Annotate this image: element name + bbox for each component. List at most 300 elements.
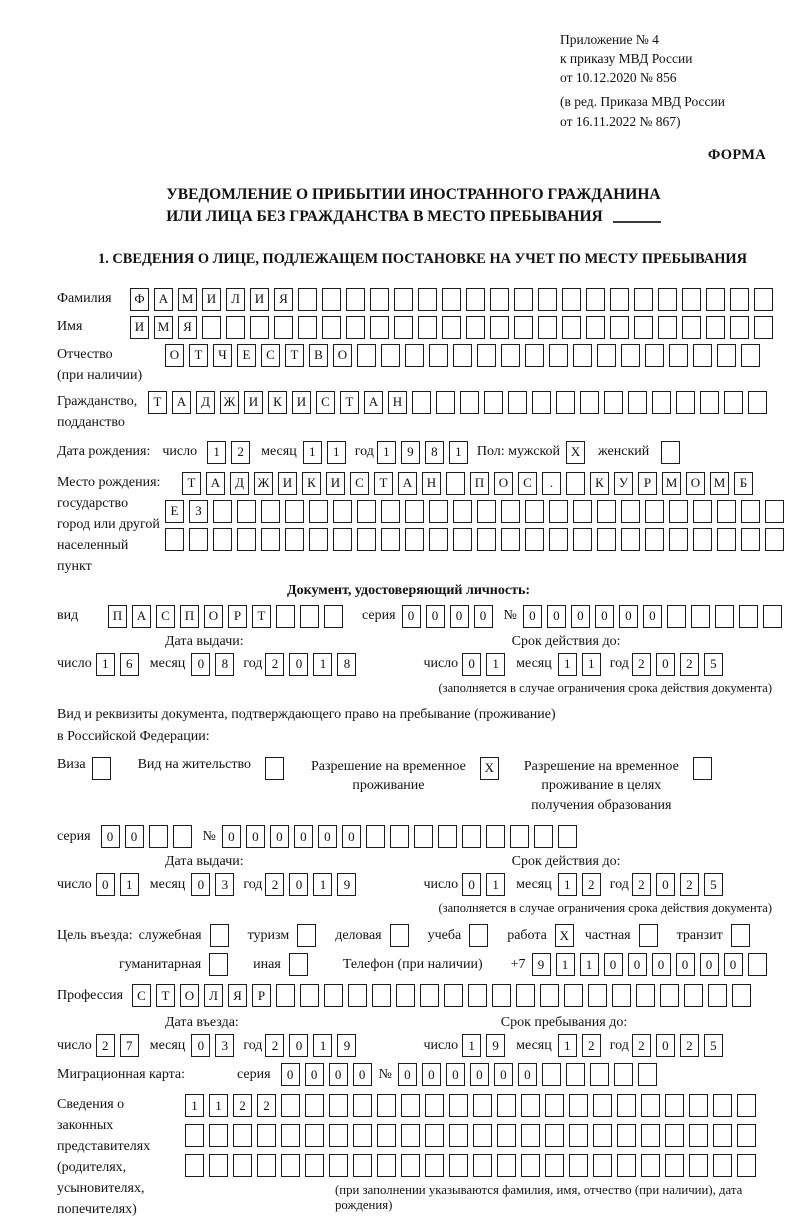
cell[interactable] <box>357 344 376 367</box>
cell[interactable] <box>545 1094 564 1117</box>
cell[interactable] <box>610 288 629 311</box>
cell[interactable] <box>514 316 533 339</box>
cell[interactable] <box>689 1094 708 1117</box>
cell[interactable]: С <box>261 344 280 367</box>
cell[interactable]: А <box>154 288 173 311</box>
cell[interactable] <box>715 605 734 628</box>
cell[interactable] <box>289 953 308 976</box>
cell[interactable] <box>645 528 664 551</box>
cell[interactable]: Р <box>252 984 271 1007</box>
entry-month-input[interactable] <box>191 1034 239 1057</box>
temp-residence-edu-checkbox[interactable] <box>693 757 717 780</box>
cell[interactable]: 5 <box>704 873 723 896</box>
cell[interactable] <box>297 924 316 947</box>
permit-series-input[interactable] <box>101 825 197 848</box>
cell[interactable] <box>617 1154 636 1177</box>
cell[interactable] <box>693 528 712 551</box>
cell[interactable]: 0 <box>342 825 361 848</box>
cell[interactable] <box>737 1154 756 1177</box>
cell[interactable] <box>521 1094 540 1117</box>
cell[interactable] <box>425 1124 444 1147</box>
cell[interactable]: 1 <box>313 653 332 676</box>
cell[interactable]: И <box>292 391 311 414</box>
cell[interactable] <box>329 1094 348 1117</box>
cell[interactable] <box>665 1124 684 1147</box>
cell[interactable]: 0 <box>353 1063 372 1086</box>
cell[interactable] <box>202 316 221 339</box>
cell[interactable]: Я <box>178 316 197 339</box>
cell[interactable] <box>652 391 671 414</box>
cell[interactable] <box>540 984 559 1007</box>
cell[interactable] <box>525 528 544 551</box>
cell[interactable] <box>569 1154 588 1177</box>
cell[interactable]: М <box>154 316 173 339</box>
cell[interactable] <box>612 984 631 1007</box>
cell[interactable] <box>684 984 703 1007</box>
cell[interactable]: Т <box>156 984 175 1007</box>
permit-issue-year-input[interactable] <box>265 873 361 896</box>
cell[interactable] <box>405 528 424 551</box>
purpose-humanitarian-checkbox[interactable] <box>209 953 233 976</box>
cell[interactable] <box>593 1154 612 1177</box>
cell[interactable] <box>617 1124 636 1147</box>
permit-valid-month-input[interactable] <box>558 873 606 896</box>
id-valid-day-input[interactable] <box>462 653 510 676</box>
cell[interactable] <box>634 316 653 339</box>
cell[interactable]: 1 <box>207 441 226 464</box>
cell[interactable]: 9 <box>401 441 420 464</box>
cell[interactable]: У <box>614 472 633 495</box>
cell[interactable]: О <box>333 344 352 367</box>
cell[interactable]: З <box>189 500 208 523</box>
purpose-transit-checkbox[interactable] <box>731 924 755 947</box>
cell[interactable]: Д <box>230 472 249 495</box>
cell[interactable]: 7 <box>120 1034 139 1057</box>
cell[interactable]: 0 <box>518 1063 537 1086</box>
cell[interactable] <box>346 288 365 311</box>
cell[interactable]: 9 <box>486 1034 505 1057</box>
cell[interactable] <box>418 316 437 339</box>
cell[interactable]: 0 <box>494 1063 513 1086</box>
visa-checkbox[interactable] <box>92 757 116 780</box>
residence-permit-checkbox[interactable] <box>265 757 289 780</box>
cell[interactable]: 6 <box>120 653 139 676</box>
cell[interactable] <box>665 1154 684 1177</box>
cell[interactable] <box>436 391 455 414</box>
cell[interactable] <box>329 1124 348 1147</box>
cell[interactable] <box>610 316 629 339</box>
cell[interactable] <box>741 528 760 551</box>
cell[interactable] <box>233 1124 252 1147</box>
cell[interactable] <box>621 528 640 551</box>
cell[interactable]: 0 <box>700 953 719 976</box>
cell[interactable] <box>276 984 295 1007</box>
purpose-tourism-checkbox[interactable] <box>297 924 321 947</box>
cell[interactable] <box>346 316 365 339</box>
cell[interactable]: 0 <box>101 825 120 848</box>
cell[interactable]: 0 <box>422 1063 441 1086</box>
cell[interactable] <box>516 984 535 1007</box>
cell[interactable] <box>429 344 448 367</box>
cell[interactable] <box>573 500 592 523</box>
cell[interactable]: 0 <box>619 605 638 628</box>
cell[interactable]: П <box>470 472 489 495</box>
cell[interactable] <box>693 757 712 780</box>
cell[interactable]: 2 <box>265 653 284 676</box>
cell[interactable]: 1 <box>462 1034 481 1057</box>
cell[interactable] <box>309 500 328 523</box>
cell[interactable] <box>689 1124 708 1147</box>
cell[interactable]: О <box>204 605 223 628</box>
cell[interactable] <box>237 500 256 523</box>
cell[interactable] <box>700 391 719 414</box>
cell[interactable] <box>549 528 568 551</box>
cell[interactable] <box>754 288 773 311</box>
cell[interactable] <box>449 1094 468 1117</box>
cell[interactable] <box>149 825 168 848</box>
migration-series-input[interactable] <box>281 1063 377 1086</box>
cell[interactable]: 0 <box>474 605 493 628</box>
cell[interactable] <box>525 344 544 367</box>
cell[interactable]: 9 <box>337 873 356 896</box>
permit-issue-month-input[interactable] <box>191 873 239 896</box>
cell[interactable] <box>210 924 229 947</box>
cell[interactable]: Л <box>226 288 245 311</box>
cell[interactable] <box>713 1094 732 1117</box>
permit-issue-day-input[interactable] <box>96 873 144 896</box>
cell[interactable] <box>329 1154 348 1177</box>
cell[interactable] <box>281 1154 300 1177</box>
cell[interactable] <box>645 500 664 523</box>
representatives-input-3[interactable] <box>185 1154 761 1177</box>
cell[interactable] <box>763 605 782 628</box>
cell[interactable] <box>717 344 736 367</box>
cell[interactable]: И <box>278 472 297 495</box>
cell[interactable] <box>638 1063 657 1086</box>
cell[interactable] <box>534 825 553 848</box>
cell[interactable]: С <box>156 605 175 628</box>
cell[interactable] <box>322 316 341 339</box>
cell[interactable] <box>425 1094 444 1117</box>
cell[interactable] <box>213 528 232 551</box>
cell[interactable]: 0 <box>191 653 210 676</box>
cell[interactable]: И <box>244 391 263 414</box>
cell[interactable]: 8 <box>215 653 234 676</box>
cell[interactable] <box>604 391 623 414</box>
stay-month-input[interactable] <box>558 1034 606 1057</box>
cell[interactable]: 0 <box>656 653 675 676</box>
cell[interactable] <box>621 344 640 367</box>
cell[interactable]: М <box>710 472 729 495</box>
cell[interactable] <box>261 500 280 523</box>
birth-place-input-1[interactable] <box>182 472 758 495</box>
cell[interactable]: 0 <box>470 1063 489 1086</box>
cell[interactable] <box>462 825 481 848</box>
cell[interactable] <box>484 391 503 414</box>
cell[interactable]: 0 <box>426 605 445 628</box>
cell[interactable] <box>682 316 701 339</box>
cell[interactable] <box>739 605 758 628</box>
cell[interactable]: 2 <box>231 441 250 464</box>
cell[interactable] <box>545 1154 564 1177</box>
cell[interactable]: А <box>206 472 225 495</box>
cell[interactable]: Б <box>734 472 753 495</box>
id-valid-year-input[interactable] <box>632 653 728 676</box>
cell[interactable]: 0 <box>656 873 675 896</box>
cell[interactable] <box>473 1094 492 1117</box>
cell[interactable]: К <box>302 472 321 495</box>
cell[interactable]: Е <box>237 344 256 367</box>
cell[interactable] <box>185 1124 204 1147</box>
cell[interactable]: 2 <box>680 1034 699 1057</box>
cell[interactable]: 2 <box>582 1034 601 1057</box>
cell[interactable] <box>390 825 409 848</box>
purpose-private-checkbox[interactable] <box>639 924 663 947</box>
id-issue-day-input[interactable] <box>96 653 144 676</box>
cell[interactable] <box>562 288 581 311</box>
purpose-other-checkbox[interactable] <box>289 953 313 976</box>
cell[interactable] <box>390 924 409 947</box>
cell[interactable]: 0 <box>289 1034 308 1057</box>
cell[interactable] <box>731 924 750 947</box>
cell[interactable]: 0 <box>724 953 743 976</box>
cell[interactable]: 0 <box>246 825 265 848</box>
cell[interactable] <box>357 528 376 551</box>
cell[interactable]: 0 <box>281 1063 300 1086</box>
cell[interactable] <box>538 288 557 311</box>
cell[interactable] <box>396 984 415 1007</box>
stay-day-input[interactable] <box>462 1034 510 1057</box>
cell[interactable] <box>669 500 688 523</box>
cell[interactable] <box>586 288 605 311</box>
cell[interactable] <box>429 528 448 551</box>
cell[interactable] <box>366 825 385 848</box>
cell[interactable]: М <box>178 288 197 311</box>
cell[interactable]: 0 <box>191 1034 210 1057</box>
cell[interactable]: 0 <box>446 1063 465 1086</box>
cell[interactable] <box>173 825 192 848</box>
cell[interactable] <box>490 288 509 311</box>
cell[interactable]: Р <box>228 605 247 628</box>
cell[interactable] <box>641 1124 660 1147</box>
cell[interactable]: Т <box>182 472 201 495</box>
cell[interactable] <box>748 391 767 414</box>
cell[interactable]: А <box>172 391 191 414</box>
cell[interactable]: П <box>108 605 127 628</box>
cell[interactable] <box>466 288 485 311</box>
cell[interactable] <box>209 1154 228 1177</box>
cell[interactable]: 2 <box>632 653 651 676</box>
doc-number-input[interactable] <box>523 605 787 628</box>
cell[interactable] <box>693 344 712 367</box>
id-issue-month-input[interactable] <box>191 653 239 676</box>
cell[interactable] <box>660 984 679 1007</box>
cell[interactable] <box>706 288 725 311</box>
cell[interactable] <box>645 344 664 367</box>
cell[interactable] <box>634 288 653 311</box>
cell[interactable]: 0 <box>289 873 308 896</box>
cell[interactable] <box>708 984 727 1007</box>
cell[interactable] <box>377 1154 396 1177</box>
cell[interactable]: 2 <box>632 1034 651 1057</box>
cell[interactable]: 2 <box>265 873 284 896</box>
cell[interactable] <box>281 1094 300 1117</box>
cell[interactable] <box>469 924 488 947</box>
profession-input[interactable] <box>132 984 756 1007</box>
cell[interactable]: . <box>542 472 561 495</box>
cell[interactable] <box>490 316 509 339</box>
cell[interactable]: В <box>309 344 328 367</box>
cell[interactable] <box>693 500 712 523</box>
cell[interactable] <box>405 344 424 367</box>
cell[interactable] <box>508 391 527 414</box>
cell[interactable] <box>412 391 431 414</box>
cell[interactable] <box>401 1124 420 1147</box>
cell[interactable]: 1 <box>120 873 139 896</box>
cell[interactable]: 3 <box>215 873 234 896</box>
surname-input[interactable] <box>130 288 778 311</box>
cell[interactable] <box>250 316 269 339</box>
cell[interactable] <box>597 528 616 551</box>
cell[interactable]: 2 <box>265 1034 284 1057</box>
cell[interactable]: С <box>316 391 335 414</box>
cell[interactable]: X <box>555 924 574 947</box>
cell[interactable] <box>558 825 577 848</box>
cell[interactable]: А <box>364 391 383 414</box>
cell[interactable] <box>628 391 647 414</box>
permit-valid-year-input[interactable] <box>632 873 728 896</box>
cell[interactable] <box>641 1154 660 1177</box>
sex-male-checkbox[interactable] <box>566 441 590 464</box>
cell[interactable] <box>276 605 295 628</box>
cell[interactable] <box>621 500 640 523</box>
cell[interactable] <box>305 1124 324 1147</box>
cell[interactable] <box>661 441 680 464</box>
cell[interactable] <box>324 984 343 1007</box>
representatives-input-2[interactable] <box>185 1124 761 1147</box>
cell[interactable] <box>226 316 245 339</box>
cell[interactable] <box>274 316 293 339</box>
purpose-work-checkbox[interactable] <box>555 924 579 947</box>
cell[interactable]: 0 <box>329 1063 348 1086</box>
cell[interactable]: О <box>494 472 513 495</box>
cell[interactable] <box>658 288 677 311</box>
cell[interactable] <box>165 528 184 551</box>
cell[interactable]: 1 <box>558 873 577 896</box>
cell[interactable]: Ф <box>130 288 149 311</box>
cell[interactable] <box>442 316 461 339</box>
cell[interactable] <box>713 1154 732 1177</box>
cell[interactable] <box>669 528 688 551</box>
cell[interactable]: 9 <box>532 953 551 976</box>
cell[interactable] <box>185 1154 204 1177</box>
cell[interactable] <box>730 316 749 339</box>
cell[interactable] <box>309 528 328 551</box>
cell[interactable]: 1 <box>582 653 601 676</box>
cell[interactable]: 0 <box>125 825 144 848</box>
cell[interactable]: 1 <box>327 441 346 464</box>
cell[interactable] <box>497 1094 516 1117</box>
cell[interactable]: И <box>202 288 221 311</box>
cell[interactable]: 0 <box>643 605 662 628</box>
cell[interactable]: 1 <box>486 873 505 896</box>
cell[interactable] <box>377 1094 396 1117</box>
birth-place-input-3[interactable] <box>165 528 789 551</box>
cell[interactable]: Н <box>422 472 441 495</box>
cell[interactable]: 1 <box>313 1034 332 1057</box>
cell[interactable] <box>501 500 520 523</box>
cell[interactable] <box>300 605 319 628</box>
cell[interactable]: 0 <box>676 953 695 976</box>
cell[interactable] <box>741 500 760 523</box>
cell[interactable] <box>597 344 616 367</box>
cell[interactable] <box>333 500 352 523</box>
cell[interactable]: К <box>268 391 287 414</box>
cell[interactable] <box>237 528 256 551</box>
cell[interactable] <box>501 528 520 551</box>
cell[interactable] <box>545 1124 564 1147</box>
cell[interactable] <box>497 1124 516 1147</box>
entry-year-input[interactable] <box>265 1034 361 1057</box>
purpose-official-checkbox[interactable] <box>210 924 234 947</box>
cell[interactable]: О <box>686 472 705 495</box>
birth-year-input[interactable] <box>377 441 473 464</box>
cell[interactable] <box>372 984 391 1007</box>
cell[interactable] <box>549 500 568 523</box>
cell[interactable] <box>357 500 376 523</box>
cell[interactable] <box>261 528 280 551</box>
cell[interactable]: Е <box>165 500 184 523</box>
cell[interactable] <box>453 528 472 551</box>
entry-day-input[interactable] <box>96 1034 144 1057</box>
cell[interactable]: А <box>132 605 151 628</box>
cell[interactable] <box>525 500 544 523</box>
cell[interactable]: Л <box>204 984 223 1007</box>
cell[interactable]: 0 <box>222 825 241 848</box>
cell[interactable] <box>765 500 784 523</box>
cell[interactable] <box>449 1124 468 1147</box>
cell[interactable] <box>573 344 592 367</box>
cell[interactable]: 0 <box>656 1034 675 1057</box>
cell[interactable]: Д <box>196 391 215 414</box>
cell[interactable]: И <box>326 472 345 495</box>
cell[interactable]: Т <box>189 344 208 367</box>
cell[interactable]: П <box>180 605 199 628</box>
cell[interactable]: 5 <box>704 1034 723 1057</box>
cell[interactable] <box>614 1063 633 1086</box>
cell[interactable] <box>298 288 317 311</box>
cell[interactable] <box>732 984 751 1007</box>
cell[interactable] <box>257 1124 276 1147</box>
cell[interactable] <box>717 528 736 551</box>
cell[interactable]: 1 <box>209 1094 228 1117</box>
cell[interactable] <box>748 953 767 976</box>
cell[interactable] <box>586 316 605 339</box>
cell[interactable] <box>706 316 725 339</box>
cell[interactable]: 8 <box>425 441 444 464</box>
given-name-input[interactable] <box>130 316 778 339</box>
cell[interactable]: 2 <box>257 1094 276 1117</box>
purpose-business-checkbox[interactable] <box>390 924 414 947</box>
cell[interactable] <box>486 825 505 848</box>
cell[interactable]: Р <box>638 472 657 495</box>
cell[interactable] <box>401 1094 420 1117</box>
cell[interactable]: Т <box>340 391 359 414</box>
cell[interactable] <box>641 1094 660 1117</box>
cell[interactable] <box>542 1063 561 1086</box>
cell[interactable] <box>394 288 413 311</box>
cell[interactable]: 0 <box>289 653 308 676</box>
